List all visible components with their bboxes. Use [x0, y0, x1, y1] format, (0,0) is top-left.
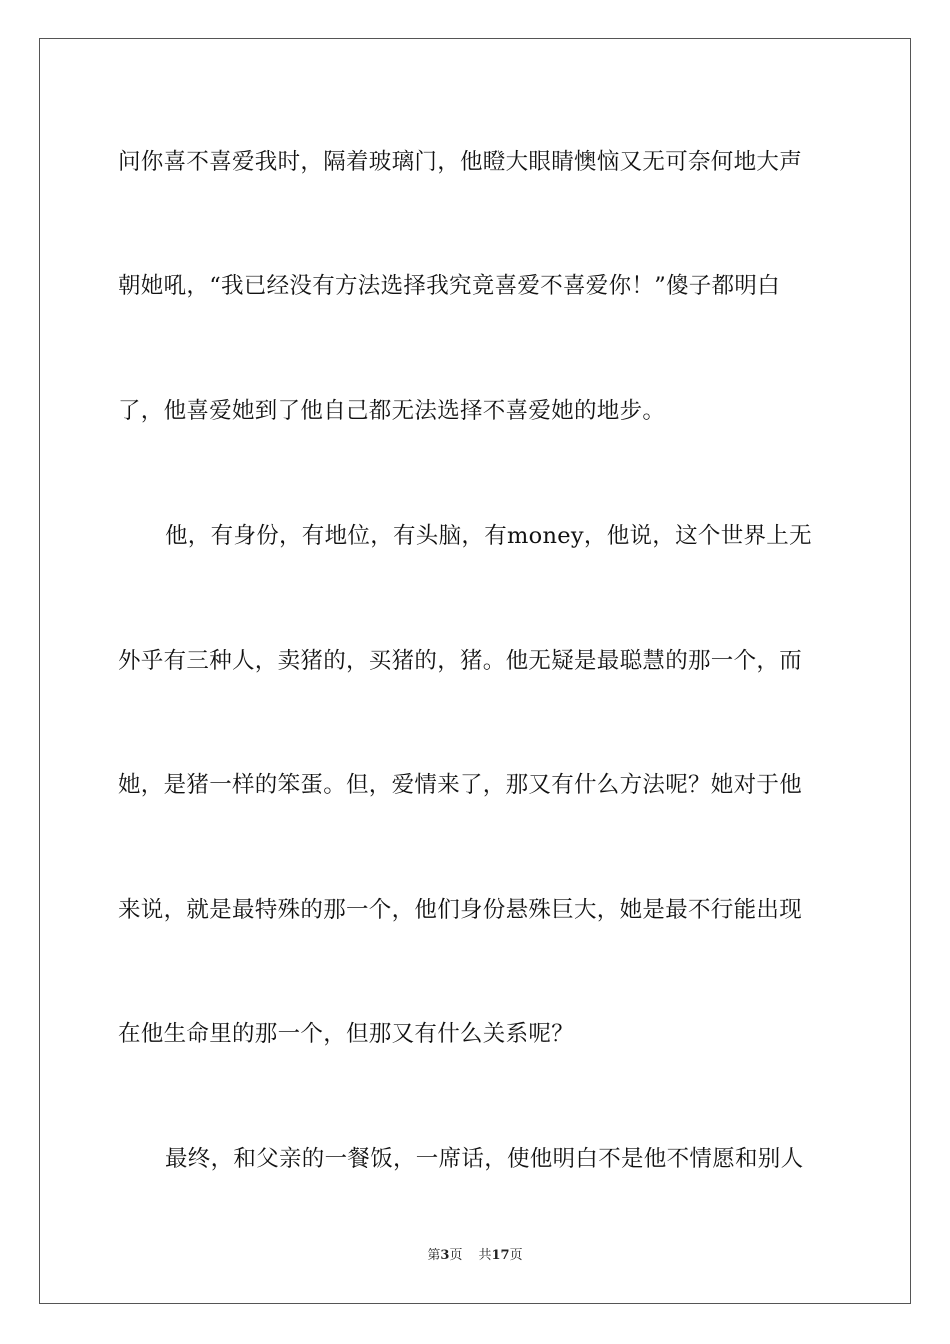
total-label-prefix: 共	[478, 1248, 492, 1263]
text-line: 在他生命里的那一个，但那又有什么关系呢？	[118, 1021, 575, 1047]
current-page-number: 3	[440, 1248, 450, 1263]
page-label-suffix: 页	[449, 1248, 463, 1263]
total-label-suffix: 页	[509, 1248, 523, 1263]
total-pages-number: 17	[491, 1248, 510, 1263]
text-line: 问你喜不喜爱我时，隔着玻璃门，他瞪大眼睛懊恼又无可奈何地大声	[118, 149, 803, 175]
text-line: 了，他喜爱她到了他自己都无法选择不喜爱她的地步。	[118, 398, 666, 424]
text-line: 外乎有三种人，卖猪的，买猪的，猪。他无疑是最聪慧的那一个，而	[118, 648, 803, 674]
paragraph-first-line: 最终，和父亲的一餐饭，一席话，使他明白不是他不情愿和别人	[165, 1146, 804, 1172]
paragraph-first-line: 他，有身份，有地位，有头脑，有money，他说，这个世界上无	[165, 523, 812, 549]
text-line: 来说，就是最特殊的那一个，他们身份悬殊巨大，她是最不行能出现	[118, 897, 803, 923]
page-label-prefix: 第	[427, 1248, 441, 1263]
page-footer	[0, 1247, 950, 1265]
text-line: 朝她吼，“我已经没有方法选择我究竟喜爱不喜爱你！”傻子都明白	[118, 273, 781, 299]
text-line: 她，是猪一样的笨蛋。但，爱情来了，那又有什么方法呢？她对于他	[118, 772, 803, 798]
